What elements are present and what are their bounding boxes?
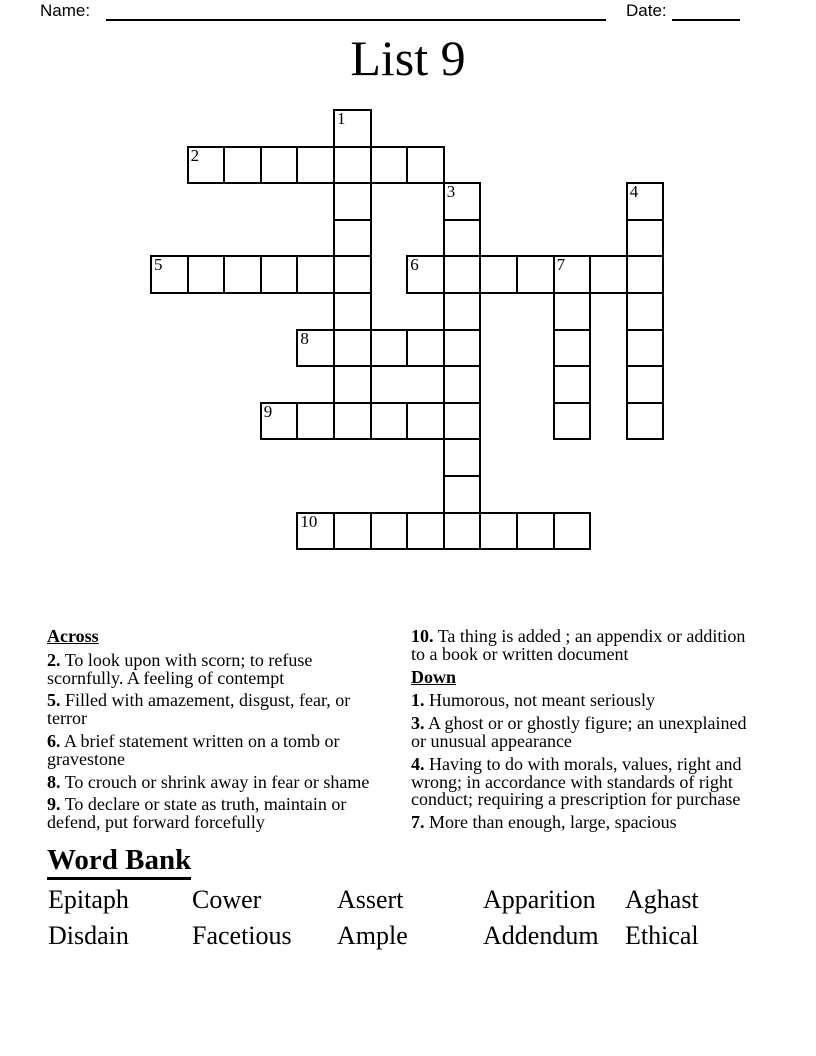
clue-text: A brief statement written on a tomb or gravestone — [47, 730, 340, 769]
grid-cell[interactable] — [443, 475, 482, 514]
grid-cell[interactable] — [333, 365, 372, 404]
grid-cell[interactable] — [626, 329, 665, 368]
down-clue-column — [411, 628, 763, 837]
grid-cell[interactable] — [333, 219, 372, 258]
grid-cell[interactable] — [333, 329, 372, 368]
word-bank-word: Disdain — [48, 921, 129, 950]
word-bank-heading: Word Bank — [47, 846, 191, 880]
grid-cell[interactable] — [406, 402, 445, 441]
name-label: Name: — [40, 1, 91, 20]
word-bank-word: Apparition — [483, 885, 596, 914]
clue-text: Humorous, not meant seriously — [429, 690, 655, 711]
clue-item — [47, 730, 389, 769]
grid-cell-number: 9 — [263, 401, 273, 421]
word-bank-word: Cower — [192, 885, 262, 914]
grid-cell[interactable] — [479, 512, 518, 551]
clue-text: A ghost or or ghostly figure; an unexplained or unusual appearance — [411, 713, 747, 751]
grid-cell[interactable] — [443, 182, 482, 221]
grid-cell[interactable] — [260, 146, 299, 185]
clue-number: 7. — [411, 812, 425, 833]
grid-cell-number: 7 — [556, 255, 566, 275]
clue-item — [47, 692, 389, 728]
clue-item — [411, 692, 763, 710]
word-bank-word: Aghast — [625, 885, 699, 914]
grid-cell-number: 4 — [629, 182, 639, 202]
grid-cell[interactable] — [626, 292, 665, 331]
grid-cell[interactable] — [187, 146, 226, 185]
across-clues-container — [47, 649, 389, 833]
grid-cell[interactable] — [516, 255, 555, 294]
grid-cell[interactable] — [443, 365, 482, 404]
clue-text: Ta thing is added ; an appendix or addition to a book or written document — [411, 626, 746, 664]
grid-cell[interactable] — [333, 255, 372, 294]
clue-text: Having to do with morals, values, right and wrong; in accordance with standards of right conduct; requiring a prescription for purchase — [411, 753, 742, 810]
page-title: List 9 — [350, 30, 466, 86]
grid-cell[interactable] — [406, 255, 445, 294]
grid-cell[interactable] — [370, 512, 409, 551]
grid-cell[interactable] — [150, 255, 189, 294]
clue-text: Filled with amazement, disgust, fear, or terror — [47, 690, 351, 729]
grid-cell[interactable] — [223, 146, 262, 185]
clue-number: 8. — [47, 771, 61, 792]
grid-cell[interactable] — [553, 255, 592, 294]
grid-cell[interactable] — [626, 402, 665, 441]
grid-cell[interactable] — [443, 512, 482, 551]
word-bank-word: Ample — [337, 921, 408, 950]
clue-item — [47, 771, 389, 792]
grid-cell[interactable] — [553, 402, 592, 441]
grid-cell[interactable] — [553, 512, 592, 551]
grid-cell[interactable] — [553, 365, 592, 404]
clue-number: 9. — [47, 794, 61, 815]
grid-cell[interactable] — [296, 512, 335, 551]
grid-cell[interactable] — [553, 329, 592, 368]
grid-cell[interactable] — [296, 329, 335, 368]
grid-cell[interactable] — [406, 512, 445, 551]
clue-item — [411, 715, 763, 751]
clue-text: To declare or state as truth, maintain or defend, put forward forcefully — [47, 794, 347, 833]
grid-cell[interactable] — [223, 255, 262, 294]
word-bank-word: Epitaph — [48, 885, 129, 914]
grid-cell[interactable] — [553, 292, 592, 331]
grid-cell[interactable] — [187, 255, 226, 294]
grid-cell[interactable] — [370, 402, 409, 441]
grid-cell-number: 8 — [300, 328, 309, 348]
clue-item — [47, 649, 389, 688]
grid-cell[interactable] — [333, 109, 372, 148]
clue-item — [411, 628, 763, 664]
grid-cell[interactable] — [516, 512, 555, 551]
grid-cell-number: 2 — [190, 145, 200, 165]
grid-cell[interactable] — [333, 146, 372, 185]
clue-number: 1. — [411, 690, 425, 711]
grid-cell[interactable] — [443, 402, 482, 441]
grid-cell[interactable] — [333, 402, 372, 441]
clue-number: 6. — [47, 730, 61, 751]
clue-number: 2. — [47, 649, 61, 670]
grid-cell[interactable] — [443, 292, 482, 331]
grid-cell-number: 6 — [410, 255, 419, 275]
grid-cell-number: 3 — [446, 182, 456, 202]
clue-number: 3. — [411, 713, 425, 734]
grid-cell-number: 5 — [154, 255, 163, 275]
grid-cell[interactable] — [443, 255, 482, 294]
grid-cell[interactable] — [626, 255, 665, 294]
grid-cell[interactable] — [443, 329, 482, 368]
down-clues-container — [411, 692, 763, 832]
word-bank-word: Ethical — [625, 921, 699, 950]
grid-cell[interactable] — [296, 402, 335, 441]
grid-cell[interactable] — [370, 146, 409, 185]
clue-item — [411, 753, 763, 810]
grid-cell[interactable] — [296, 255, 335, 294]
grid-cell[interactable] — [626, 182, 665, 221]
clue-number: 5. — [47, 690, 61, 711]
grid-cell[interactable] — [406, 146, 445, 185]
down-heading: Down — [411, 666, 457, 687]
grid-cell[interactable] — [333, 182, 372, 221]
grid-cell[interactable] — [370, 329, 409, 368]
grid-cell[interactable] — [443, 438, 482, 477]
grid-cell[interactable] — [443, 219, 482, 258]
word-bank-word: Assert — [337, 885, 404, 914]
grid-cell[interactable] — [589, 255, 628, 294]
clue-item — [411, 814, 763, 832]
date-label: Date: — [626, 1, 667, 20]
word-bank-word: Facetious — [192, 921, 292, 950]
grid-cell-number: 10 — [300, 511, 318, 531]
grid-cell-number: 1 — [337, 109, 346, 128]
clue-number: 10. — [411, 626, 434, 646]
grid-cell[interactable] — [626, 365, 665, 404]
across-overflow-clues-container — [411, 628, 763, 664]
grid-cell[interactable] — [260, 402, 299, 441]
across-clue-column — [47, 628, 389, 837]
grid-cell[interactable] — [260, 255, 299, 294]
across-heading: Across — [47, 626, 99, 646]
grid-cell[interactable] — [333, 512, 372, 551]
grid-cell[interactable] — [479, 255, 518, 294]
word-bank-words — [48, 882, 699, 954]
grid-cell[interactable] — [406, 329, 445, 368]
grid-cell[interactable] — [626, 219, 665, 258]
clue-text: More than enough, large, spacious — [429, 812, 677, 833]
word-bank-word: Addendum — [483, 921, 599, 950]
clue-text: To crouch or shrink away in fear or shame — [64, 771, 370, 792]
clue-item — [47, 796, 389, 832]
grid-cell[interactable] — [296, 146, 335, 185]
clue-text: To look upon with scorn; to refuse scornfully. A feeling of contempt — [47, 649, 313, 688]
clue-number: 4. — [411, 753, 425, 774]
grid-cell[interactable] — [333, 292, 372, 331]
